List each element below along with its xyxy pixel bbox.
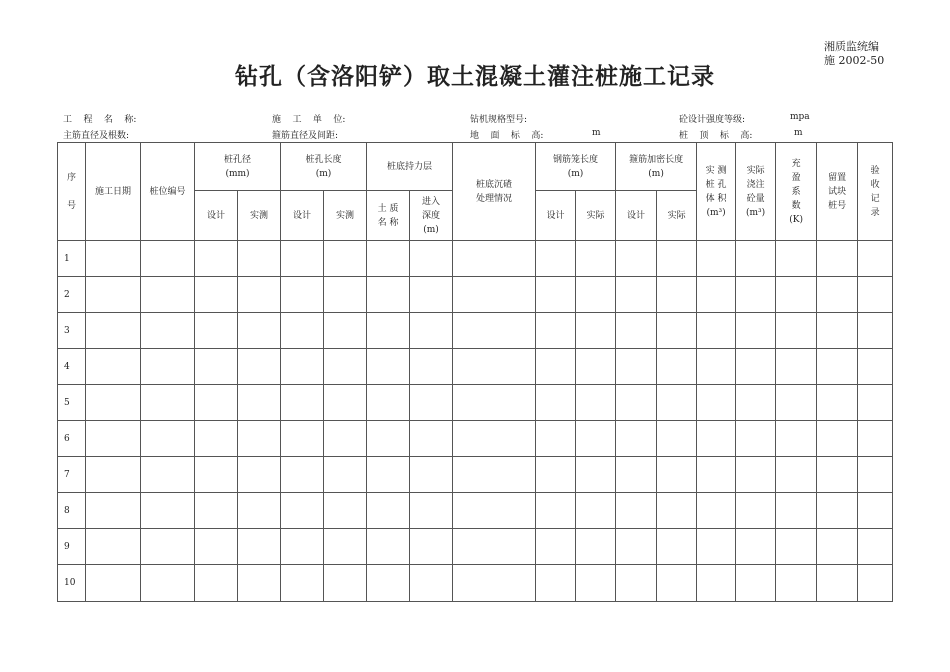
table-cell[interactable] — [410, 277, 453, 313]
table-cell[interactable] — [281, 457, 324, 493]
table-cell[interactable] — [616, 457, 657, 493]
table-cell[interactable] — [195, 277, 238, 313]
table-cell[interactable] — [576, 529, 616, 565]
table-cell[interactable] — [141, 421, 195, 457]
table-cell[interactable] — [616, 313, 657, 349]
table-cell[interactable] — [858, 457, 893, 493]
header-measured-volume: 实 测 桩 孔 体 积 (m³) — [697, 143, 736, 241]
table-cell[interactable] — [195, 529, 238, 565]
table-cell[interactable] — [616, 349, 657, 385]
table-cell[interactable] — [697, 241, 736, 277]
table-row — [58, 313, 893, 349]
table-cell[interactable] — [141, 529, 195, 565]
form-code-line1: 湘质监统编 — [824, 40, 879, 53]
rig-model-label: 钻机规格型号: — [470, 115, 528, 125]
table-cell[interactable] — [238, 457, 281, 493]
table-cell[interactable] — [367, 529, 410, 565]
table-cell[interactable] — [410, 565, 453, 602]
table-cell[interactable] — [736, 457, 776, 493]
header-sediment: 桩底沉碴 处理情况 — [453, 143, 536, 241]
table-cell[interactable] — [367, 313, 410, 349]
table-cell[interactable] — [281, 349, 324, 385]
table-cell[interactable] — [141, 277, 195, 313]
table-cell[interactable] — [817, 385, 858, 421]
table-row — [58, 241, 893, 277]
table-cell[interactable] — [195, 421, 238, 457]
table-row — [58, 529, 893, 565]
table-cell[interactable] — [367, 421, 410, 457]
table-row — [58, 277, 893, 313]
table-cell[interactable] — [576, 493, 616, 529]
table-cell[interactable] — [616, 385, 657, 421]
table-cell[interactable] — [536, 313, 576, 349]
table-cell[interactable] — [453, 277, 536, 313]
table-cell[interactable] — [858, 385, 893, 421]
table-cell[interactable] — [281, 493, 324, 529]
table-cell[interactable] — [453, 241, 536, 277]
table-row — [58, 493, 893, 529]
table-cell[interactable] — [410, 493, 453, 529]
table-cell[interactable] — [697, 385, 736, 421]
table-cell[interactable] — [697, 493, 736, 529]
table-cell[interactable] — [536, 277, 576, 313]
table-cell[interactable] — [238, 493, 281, 529]
table-cell[interactable] — [858, 277, 893, 313]
concrete-grade-unit: mpa — [790, 112, 810, 122]
table-cell[interactable] — [776, 421, 817, 457]
table-cell[interactable] — [195, 565, 238, 602]
table-cell[interactable] — [367, 385, 410, 421]
table-cell[interactable] — [410, 385, 453, 421]
table-cell[interactable] — [141, 565, 195, 602]
table-cell[interactable] — [817, 241, 858, 277]
table-cell[interactable] — [281, 277, 324, 313]
table-cell[interactable] — [367, 493, 410, 529]
row-number: 9 — [58, 529, 86, 565]
table-cell[interactable] — [858, 493, 893, 529]
table-cell[interactable] — [195, 349, 238, 385]
header-bearing-layer: 桩底持力层 — [367, 143, 453, 191]
table-row — [58, 385, 893, 421]
table-cell[interactable] — [281, 385, 324, 421]
table-cell[interactable] — [657, 421, 697, 457]
table-cell[interactable] — [324, 277, 367, 313]
table-row — [58, 457, 893, 493]
row-number: 5 — [58, 385, 86, 421]
table-cell[interactable] — [776, 349, 817, 385]
sub-hole-dia-measured: 实测 — [238, 191, 281, 241]
table-cell[interactable] — [736, 313, 776, 349]
table-cell[interactable] — [657, 385, 697, 421]
table-cell[interactable] — [576, 349, 616, 385]
table-cell[interactable] — [536, 457, 576, 493]
table-cell[interactable] — [238, 421, 281, 457]
sub-penetration-depth: 进入 深度 (m) — [410, 191, 453, 241]
contractor-label: 施 工 单 位: — [272, 115, 346, 125]
table-cell[interactable] — [86, 277, 141, 313]
table-cell[interactable] — [195, 457, 238, 493]
ground-elev-label: 地 面 标 高: — [470, 131, 544, 141]
table-cell[interactable] — [410, 241, 453, 277]
table-cell[interactable] — [86, 313, 141, 349]
table-cell[interactable] — [536, 565, 576, 602]
row-number: 2 — [58, 277, 86, 313]
table-cell[interactable] — [736, 493, 776, 529]
header-pile-no: 桩位编号 — [141, 143, 195, 241]
table-cell[interactable] — [657, 241, 697, 277]
table-cell[interactable] — [858, 565, 893, 602]
table-cell[interactable] — [858, 241, 893, 277]
table-cell[interactable] — [536, 529, 576, 565]
table-cell[interactable] — [86, 457, 141, 493]
table-cell[interactable] — [776, 565, 817, 602]
form-code-line2: 施 2002-50 — [824, 54, 885, 67]
table-cell[interactable] — [195, 493, 238, 529]
table-cell[interactable] — [324, 457, 367, 493]
table-cell[interactable] — [817, 421, 858, 457]
table-cell[interactable] — [536, 421, 576, 457]
table-cell[interactable] — [141, 313, 195, 349]
table-cell[interactable] — [141, 241, 195, 277]
table-cell[interactable] — [324, 421, 367, 457]
table-cell[interactable] — [410, 313, 453, 349]
table-cell[interactable] — [736, 421, 776, 457]
table-cell[interactable] — [453, 313, 536, 349]
table-cell[interactable] — [141, 385, 195, 421]
table-cell[interactable] — [858, 349, 893, 385]
table-cell[interactable] — [410, 457, 453, 493]
table-cell[interactable] — [616, 241, 657, 277]
table-cell[interactable] — [616, 529, 657, 565]
table-cell[interactable] — [697, 457, 736, 493]
table-cell[interactable] — [238, 241, 281, 277]
table-cell[interactable] — [410, 349, 453, 385]
sub-hole-dia-design: 设计 — [195, 191, 238, 241]
table-cell[interactable] — [776, 385, 817, 421]
table-cell[interactable] — [657, 313, 697, 349]
table-cell[interactable] — [657, 457, 697, 493]
table-cell[interactable] — [367, 565, 410, 602]
table-cell[interactable] — [858, 421, 893, 457]
table-cell[interactable] — [238, 565, 281, 602]
table-cell[interactable] — [367, 241, 410, 277]
table-cell[interactable] — [453, 385, 536, 421]
table-cell[interactable] — [281, 313, 324, 349]
table-cell[interactable] — [86, 241, 141, 277]
row-number: 3 — [58, 313, 86, 349]
table-cell[interactable] — [238, 529, 281, 565]
table-cell[interactable] — [281, 241, 324, 277]
table-cell[interactable] — [817, 277, 858, 313]
table-cell[interactable] — [324, 313, 367, 349]
table-cell[interactable] — [817, 493, 858, 529]
table-cell[interactable] — [776, 493, 817, 529]
project-name-label: 工 程 名 称: — [63, 115, 137, 125]
table-cell[interactable] — [238, 313, 281, 349]
sub-cage-design: 设计 — [536, 191, 576, 241]
table-cell[interactable] — [86, 349, 141, 385]
pile-top-elev-unit: m — [794, 128, 803, 138]
table-cell[interactable] — [576, 421, 616, 457]
table-cell[interactable] — [453, 493, 536, 529]
table-cell[interactable] — [736, 385, 776, 421]
sub-hole-len-measured: 实测 — [324, 191, 367, 241]
table-cell[interactable] — [736, 349, 776, 385]
header-sample-pile: 留置 试块 桩号 — [817, 143, 858, 241]
table-cell[interactable] — [697, 565, 736, 602]
table-cell[interactable] — [697, 277, 736, 313]
header-fill-factor: 充 盈 系 数 (K) — [776, 143, 817, 241]
table-cell[interactable] — [367, 457, 410, 493]
table-cell[interactable] — [657, 349, 697, 385]
table-cell[interactable] — [453, 421, 536, 457]
table-cell[interactable] — [86, 421, 141, 457]
table-cell[interactable] — [324, 493, 367, 529]
table-cell[interactable] — [817, 565, 858, 602]
table-cell[interactable] — [453, 529, 536, 565]
table-cell[interactable] — [858, 529, 893, 565]
table-cell[interactable] — [86, 385, 141, 421]
stirrup-label: 箍筋直径及间距: — [272, 131, 339, 141]
row-number: 10 — [58, 565, 86, 602]
row-number: 6 — [58, 421, 86, 457]
row-number: 7 — [58, 457, 86, 493]
table-cell[interactable] — [453, 457, 536, 493]
table-cell[interactable] — [697, 349, 736, 385]
header-stirrup-length: 箍筋加密长度 (m) — [616, 143, 697, 191]
table-cell[interactable] — [697, 421, 736, 457]
row-number: 4 — [58, 349, 86, 385]
header-seq: 序 号 — [58, 143, 86, 241]
sub-stirrup-actual: 实际 — [657, 191, 697, 241]
table-cell[interactable] — [86, 565, 141, 602]
table-cell[interactable] — [657, 565, 697, 602]
table-cell[interactable] — [736, 277, 776, 313]
sub-cage-actual: 实际 — [576, 191, 616, 241]
table-cell[interactable] — [817, 457, 858, 493]
table-cell[interactable] — [817, 313, 858, 349]
table-cell[interactable] — [657, 493, 697, 529]
table-cell[interactable] — [324, 529, 367, 565]
row-number: 8 — [58, 493, 86, 529]
table-cell[interactable] — [657, 529, 697, 565]
table-cell[interactable] — [281, 565, 324, 602]
table-cell[interactable] — [576, 385, 616, 421]
row-number: 1 — [58, 241, 86, 277]
table-cell[interactable] — [141, 349, 195, 385]
sub-stirrup-design: 设计 — [616, 191, 657, 241]
table-cell[interactable] — [367, 277, 410, 313]
table-cell[interactable] — [657, 277, 697, 313]
table-cell[interactable] — [195, 241, 238, 277]
page-title: 钻孔（含洛阳铲）取土混凝土灌注桩施工记录 — [235, 64, 715, 90]
table-cell[interactable] — [324, 385, 367, 421]
table-cell[interactable] — [367, 349, 410, 385]
table-cell[interactable] — [238, 385, 281, 421]
table-cell[interactable] — [141, 493, 195, 529]
table-cell[interactable] — [576, 313, 616, 349]
header-poured-volume: 实际 浇注 砼量 (m³) — [736, 143, 776, 241]
header-hole-length: 桩孔长度 (m) — [281, 143, 367, 191]
table-cell[interactable] — [858, 313, 893, 349]
table-row — [58, 421, 893, 457]
sub-hole-len-design: 设计 — [281, 191, 324, 241]
table-cell[interactable] — [736, 529, 776, 565]
table-cell[interactable] — [238, 277, 281, 313]
table-cell[interactable] — [86, 493, 141, 529]
table-cell[interactable] — [616, 421, 657, 457]
table-cell[interactable] — [324, 349, 367, 385]
table-cell[interactable] — [817, 529, 858, 565]
table-cell[interactable] — [195, 313, 238, 349]
main-rebar-label: 主筋直径及根数: — [63, 131, 130, 141]
table-cell[interactable] — [410, 421, 453, 457]
table-cell[interactable] — [776, 313, 817, 349]
table-cell[interactable] — [281, 421, 324, 457]
table-cell[interactable] — [736, 241, 776, 277]
table-cell[interactable] — [281, 529, 324, 565]
table-cell[interactable] — [736, 565, 776, 602]
header-hole-diameter: 桩孔径 (mm) — [195, 143, 281, 191]
table-cell[interactable] — [536, 241, 576, 277]
header-date: 施工日期 — [86, 143, 141, 241]
table-cell[interactable] — [776, 241, 817, 277]
table-cell[interactable] — [616, 565, 657, 602]
table-cell[interactable] — [776, 529, 817, 565]
table-cell[interactable] — [576, 241, 616, 277]
table-cell[interactable] — [86, 529, 141, 565]
table-cell[interactable] — [324, 241, 367, 277]
table-cell[interactable] — [536, 493, 576, 529]
table-cell[interactable] — [453, 349, 536, 385]
table-cell[interactable] — [697, 313, 736, 349]
table-cell[interactable] — [410, 529, 453, 565]
pile-top-elev-label: 桩 顶 标 高: — [679, 131, 753, 141]
table-cell[interactable] — [576, 277, 616, 313]
table-cell[interactable] — [195, 385, 238, 421]
table-cell[interactable] — [453, 565, 536, 602]
table-cell[interactable] — [141, 457, 195, 493]
table-cell[interactable] — [817, 349, 858, 385]
ground-elev-unit: m — [592, 128, 601, 138]
table-cell[interactable] — [536, 385, 576, 421]
table-row — [58, 565, 893, 602]
record-table — [57, 142, 893, 602]
table-cell[interactable] — [576, 457, 616, 493]
header-cage-length: 钢筋笼长度 (m) — [536, 143, 616, 191]
table-cell[interactable] — [536, 349, 576, 385]
table-cell[interactable] — [616, 277, 657, 313]
header-acceptance: 验 收 记 录 — [858, 143, 893, 241]
table-cell[interactable] — [776, 457, 817, 493]
table-cell[interactable] — [697, 529, 736, 565]
table-cell[interactable] — [576, 565, 616, 602]
table-cell[interactable] — [776, 277, 817, 313]
table-cell[interactable] — [616, 493, 657, 529]
table-cell[interactable] — [324, 565, 367, 602]
concrete-grade-label: 砼设计强度等级: — [679, 115, 746, 125]
table-cell[interactable] — [238, 349, 281, 385]
sub-soil-name: 土 质 名 称 — [367, 191, 410, 241]
table-row — [58, 349, 893, 385]
